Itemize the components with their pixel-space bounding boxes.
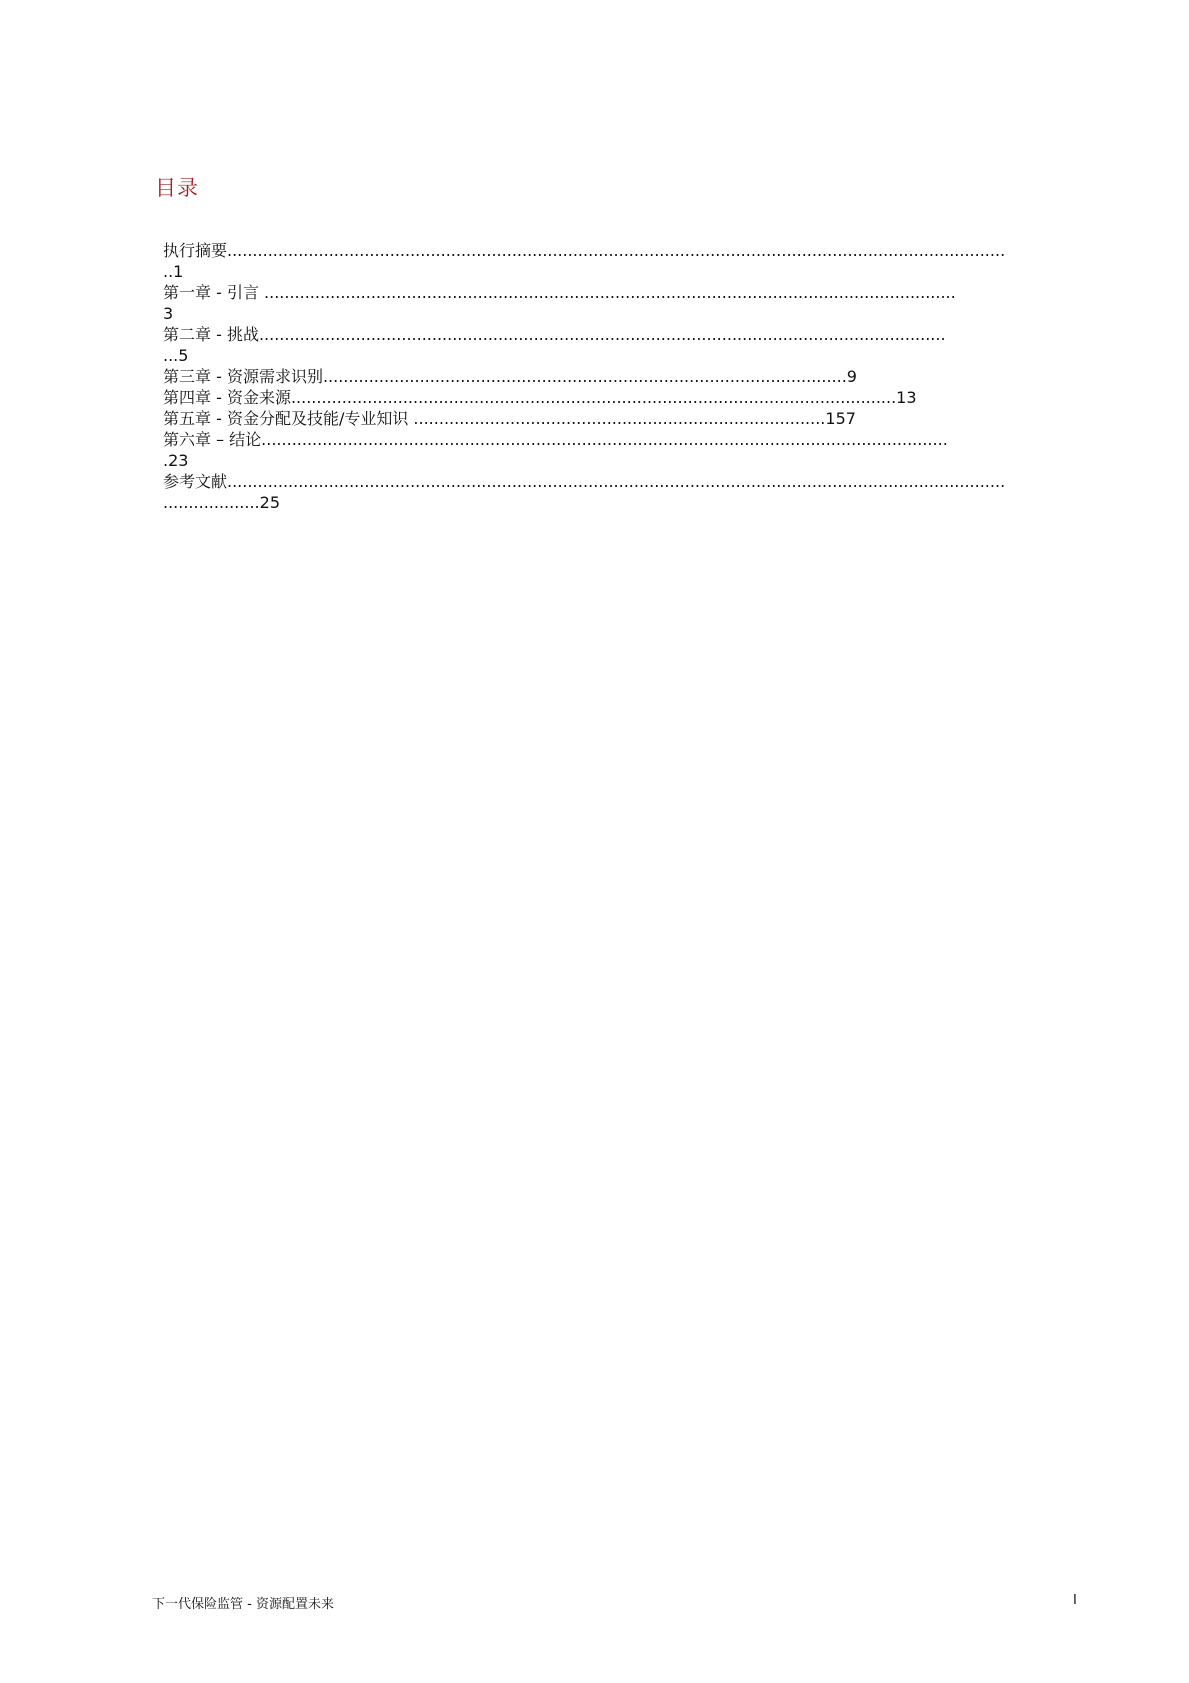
toc-entry-chapter-6-page[interactable]: .23 [163, 451, 189, 470]
toc-entry-executive-summary-page[interactable]: ..1 [163, 262, 184, 281]
toc-entry-chapter-5[interactable]: 第五章 - 资金分配及技能/专业知识 .................................................................................157 [163, 409, 856, 428]
footer-page-number: I [1073, 1593, 1077, 1608]
toc-entry-chapter-2-page[interactable]: ...5 [163, 346, 189, 365]
toc-list [163, 240, 1073, 513]
toc-entry-chapter-2[interactable]: 第二章 - 挑战....................................................................................................................................... [163, 325, 946, 344]
toc-entry-chapter-3[interactable]: 第三章 - 资源需求识别.......................................................................................................9 [163, 367, 857, 386]
toc-entry-chapter-6[interactable]: 第六章 – 结论....................................................................................................................................... [163, 430, 948, 449]
toc-heading: 目录 [155, 176, 199, 200]
toc-entry-references-page[interactable]: ...................25 [163, 493, 280, 512]
toc-entry-chapter-1-page[interactable]: 3 [163, 304, 174, 323]
toc-entry-executive-summary[interactable]: 执行摘要......................................................................................................................................................... [163, 241, 1006, 260]
toc-entry-chapter-1[interactable]: 第一章 - 引言 ........................................................................................................................................ [163, 283, 956, 302]
toc-entry-references[interactable]: 参考文献......................................................................................................................................................... [163, 472, 1006, 491]
toc-entry-chapter-4[interactable]: 第四章 - 资金来源.......................................................................................................................13 [163, 388, 917, 407]
footer-document-title: 下一代保险监管 - 资源配置未来 [152, 1597, 334, 1612]
